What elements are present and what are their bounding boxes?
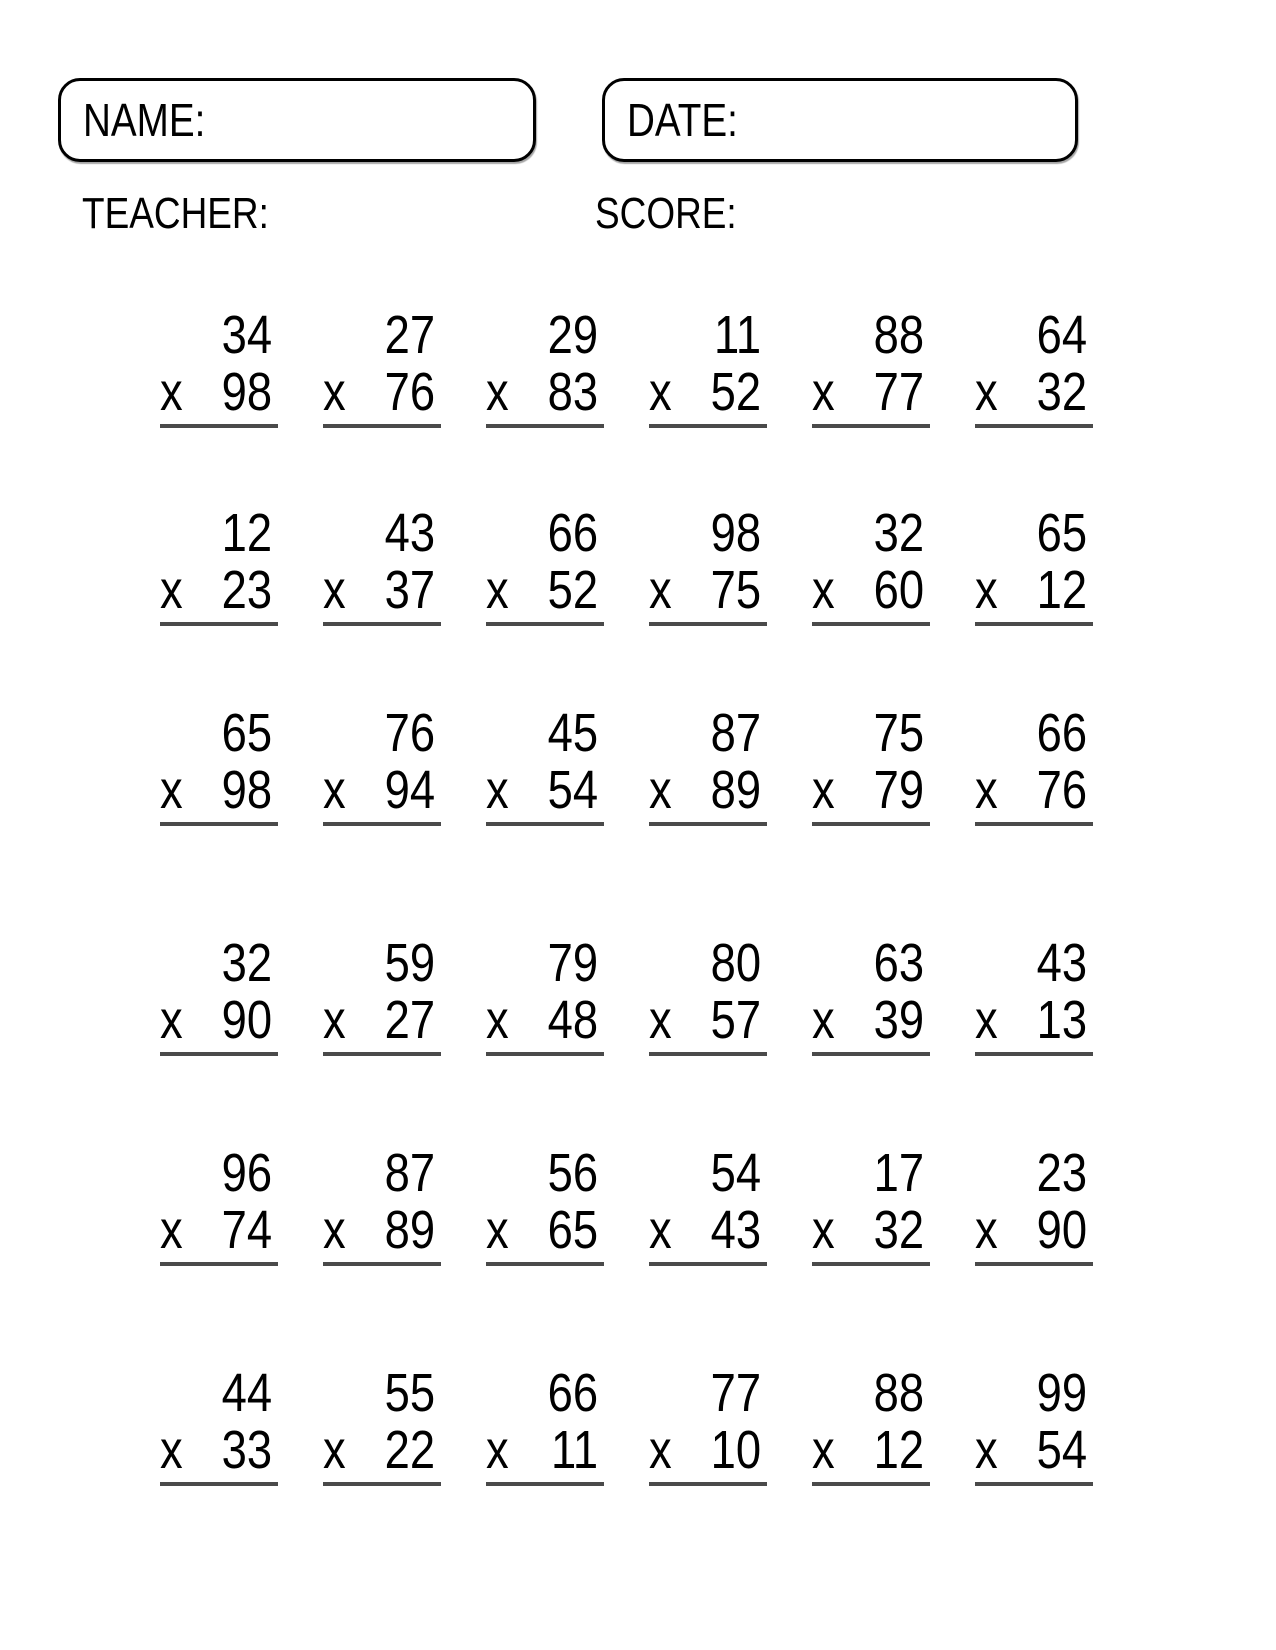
multiplication-problem: [486, 1145, 604, 1266]
multiply-operator: x: [812, 1420, 835, 1480]
multiplier-line: [975, 1202, 1093, 1259]
multiplicand-line: [649, 505, 767, 562]
multiplier-line: [160, 1202, 278, 1259]
multiplier: 27: [384, 990, 435, 1050]
answer-line: [160, 424, 278, 428]
multiplicand-line: [323, 705, 441, 762]
multiplication-problem: [160, 1145, 278, 1266]
multiplicand: 88: [873, 1363, 924, 1423]
multiplication-problem: [649, 505, 767, 626]
multiplication-problem: [323, 505, 441, 626]
multiplication-problem: [323, 705, 441, 826]
multiply-operator: x: [323, 560, 346, 620]
multiplier: 76: [384, 362, 435, 422]
multiplication-problem: [323, 1365, 441, 1486]
multiply-operator: x: [323, 1200, 346, 1260]
multiplicand: 77: [710, 1363, 761, 1423]
multiplicand: 79: [547, 933, 598, 993]
multiplier: 79: [873, 760, 924, 820]
multiplier: 65: [547, 1200, 598, 1260]
multiply-operator: x: [975, 362, 998, 422]
multiplier: 33: [221, 1420, 272, 1480]
multiplication-problem: [812, 935, 930, 1056]
multiplicand-line: [649, 705, 767, 762]
answer-line: [649, 1052, 767, 1056]
multiplier: 23: [221, 560, 272, 620]
multiplier-line: [323, 364, 441, 421]
multiplication-problem: [160, 307, 278, 428]
multiplication-problem: [812, 705, 930, 826]
multiplier: 32: [1036, 362, 1087, 422]
multiplication-problem: [486, 505, 604, 626]
multiplicand-line: [649, 307, 767, 364]
multiplicand: 75: [873, 703, 924, 763]
multiplication-problem: [486, 1365, 604, 1486]
multiplicand-line: [323, 307, 441, 364]
multiplier: 39: [873, 990, 924, 1050]
answer-line: [975, 1262, 1093, 1266]
multiply-operator: x: [649, 560, 672, 620]
answer-line: [160, 1052, 278, 1056]
multiplication-problem: [486, 935, 604, 1056]
multiplicand-line: [649, 1145, 767, 1202]
answer-line: [160, 622, 278, 626]
multiplicand: 12: [221, 503, 272, 563]
multiplicand-line: [975, 307, 1093, 364]
multiplicand: 59: [384, 933, 435, 993]
multiplier-line: [649, 992, 767, 1049]
multiplier-line: [486, 562, 604, 619]
answer-line: [486, 822, 604, 826]
multiplicand-line: [323, 935, 441, 992]
multiply-operator: x: [160, 1200, 183, 1260]
multiplication-problem: [486, 705, 604, 826]
multiplicand-line: [975, 505, 1093, 562]
answer-line: [323, 1482, 441, 1486]
multiplicand-line: [975, 705, 1093, 762]
multiplier: 90: [221, 990, 272, 1050]
multiply-operator: x: [975, 1200, 998, 1260]
multiplier: 54: [1036, 1420, 1087, 1480]
multiplier: 10: [710, 1420, 761, 1480]
multiplier: 54: [547, 760, 598, 820]
multiplier: 32: [873, 1200, 924, 1260]
multiplier: 94: [384, 760, 435, 820]
multiplier: 89: [710, 760, 761, 820]
problem-row: [160, 1145, 1093, 1266]
answer-line: [975, 822, 1093, 826]
multiply-operator: x: [323, 362, 346, 422]
multiplier: 57: [710, 990, 761, 1050]
multiply-operator: x: [812, 362, 835, 422]
multiplicand-line: [323, 1365, 441, 1422]
multiplication-problem: [975, 307, 1093, 428]
multiply-operator: x: [812, 1200, 835, 1260]
multiply-operator: x: [649, 760, 672, 820]
multiplication-problem: [323, 1145, 441, 1266]
multiplication-problem: [160, 705, 278, 826]
multiplicand: 65: [1036, 503, 1087, 563]
multiplicand-line: [975, 1365, 1093, 1422]
multiply-operator: x: [649, 362, 672, 422]
multiplier-line: [486, 762, 604, 819]
multiplicand-line: [323, 1145, 441, 1202]
multiply-operator: x: [323, 760, 346, 820]
answer-line: [323, 1262, 441, 1266]
multiplicand: 98: [710, 503, 761, 563]
multiply-operator: x: [975, 1420, 998, 1480]
multiplier-line: [323, 1422, 441, 1479]
answer-line: [486, 424, 604, 428]
multiplicand-line: [975, 1145, 1093, 1202]
multiplier-line: [975, 562, 1093, 619]
multiplier: 43: [710, 1200, 761, 1260]
multiplicand: 65: [221, 703, 272, 763]
score-label: SCORE:: [595, 189, 737, 238]
multiplicand: 55: [384, 1363, 435, 1423]
name-label: NAME:: [83, 94, 206, 146]
multiplicand: 27: [384, 305, 435, 365]
answer-line: [323, 622, 441, 626]
multiplicand: 80: [710, 933, 761, 993]
multiplication-problem: [649, 705, 767, 826]
multiplication-problem: [975, 505, 1093, 626]
multiplication-problem: [975, 705, 1093, 826]
multiplier-line: [649, 762, 767, 819]
multiply-operator: x: [486, 760, 509, 820]
multiplier-line: [649, 1202, 767, 1259]
multiplier-line: [812, 762, 930, 819]
multiplier: 75: [710, 560, 761, 620]
multiply-operator: x: [486, 1420, 509, 1480]
multiplier-line: [649, 562, 767, 619]
answer-line: [812, 1482, 930, 1486]
multiplier-line: [323, 562, 441, 619]
multiplicand-line: [160, 307, 278, 364]
problem-row: [160, 935, 1093, 1056]
multiplier: 60: [873, 560, 924, 620]
multiplicand-line: [975, 935, 1093, 992]
multiplier-line: [975, 992, 1093, 1049]
multiply-operator: x: [486, 990, 509, 1050]
multiplier-line: [812, 562, 930, 619]
multiplicand-line: [160, 935, 278, 992]
multiplication-problem: [649, 935, 767, 1056]
multiplication-problem: [812, 1145, 930, 1266]
multiplicand: 23: [1036, 1143, 1087, 1203]
answer-line: [975, 1482, 1093, 1486]
multiplicand: 66: [547, 503, 598, 563]
multiplier-line: [975, 762, 1093, 819]
answer-line: [975, 1052, 1093, 1056]
multiplier: 76: [1036, 760, 1087, 820]
answer-line: [323, 822, 441, 826]
multiplier: 13: [1036, 990, 1087, 1050]
problem-row: [160, 505, 1093, 626]
multiplication-problem: [160, 935, 278, 1056]
answer-line: [323, 1052, 441, 1056]
multiply-operator: x: [486, 560, 509, 620]
multiplier-line: [975, 364, 1093, 421]
multiply-operator: x: [160, 560, 183, 620]
multiplication-problem: [975, 935, 1093, 1056]
multiplier-line: [812, 1422, 930, 1479]
multiplier-line: [649, 1422, 767, 1479]
problem-row: [160, 1365, 1093, 1486]
multiplier-line: [160, 1422, 278, 1479]
multiplication-problem: [649, 1365, 767, 1486]
date-label: DATE:: [627, 94, 738, 146]
multiply-operator: x: [975, 760, 998, 820]
multiplicand-line: [160, 705, 278, 762]
teacher-label: TEACHER:: [82, 189, 269, 238]
multiplier: 98: [221, 760, 272, 820]
multiplier-line: [323, 762, 441, 819]
multiplication-problem: [649, 1145, 767, 1266]
multiplicand: 96: [221, 1143, 272, 1203]
answer-line: [323, 424, 441, 428]
answer-line: [649, 622, 767, 626]
multiplicand-line: [812, 705, 930, 762]
multiplicand: 88: [873, 305, 924, 365]
multiplication-problem: [975, 1145, 1093, 1266]
multiplication-problem: [160, 505, 278, 626]
multiplicand: 32: [221, 933, 272, 993]
multiply-operator: x: [486, 362, 509, 422]
multiplicand: 32: [873, 503, 924, 563]
multiply-operator: x: [486, 1200, 509, 1260]
multiplier: 52: [547, 560, 598, 620]
multiplier-line: [812, 992, 930, 1049]
multiplier: 48: [547, 990, 598, 1050]
multiplicand: 34: [221, 305, 272, 365]
answer-line: [649, 1262, 767, 1266]
multiplicand: 66: [547, 1363, 598, 1423]
multiplicand: 43: [384, 503, 435, 563]
multiplier: 98: [221, 362, 272, 422]
multiplication-problem: [812, 1365, 930, 1486]
multiplication-problem: [812, 307, 930, 428]
problem-row: [160, 307, 1093, 428]
multiplier: 90: [1036, 1200, 1087, 1260]
answer-line: [160, 1482, 278, 1486]
multiply-operator: x: [975, 990, 998, 1050]
multiplicand-line: [486, 705, 604, 762]
multiply-operator: x: [649, 990, 672, 1050]
answer-line: [975, 424, 1093, 428]
multiply-operator: x: [323, 990, 346, 1050]
problem-row: [160, 705, 1093, 826]
multiplier: 37: [384, 560, 435, 620]
answer-line: [812, 1262, 930, 1266]
multiply-operator: x: [160, 362, 183, 422]
multiplicand-line: [812, 505, 930, 562]
multiplicand-line: [486, 1365, 604, 1422]
answer-line: [160, 822, 278, 826]
multiplicand: 64: [1036, 305, 1087, 365]
answer-line: [812, 622, 930, 626]
multiply-operator: x: [975, 560, 998, 620]
multiplier-line: [160, 992, 278, 1049]
multiplicand-line: [323, 505, 441, 562]
multiplicand-line: [486, 935, 604, 992]
multiplicand: 17: [873, 1143, 924, 1203]
multiply-operator: x: [649, 1420, 672, 1480]
multiplier: 89: [384, 1200, 435, 1260]
multiplier: 11: [550, 1420, 598, 1480]
answer-line: [486, 622, 604, 626]
multiply-operator: x: [649, 1200, 672, 1260]
multiplier: 77: [873, 362, 924, 422]
multiplicand: 29: [547, 305, 598, 365]
multiplier-line: [649, 364, 767, 421]
multiplication-problem: [323, 935, 441, 1056]
multiplicand: 56: [547, 1143, 598, 1203]
multiply-operator: x: [323, 1420, 346, 1480]
multiply-operator: x: [160, 1420, 183, 1480]
multiplication-problem: [975, 1365, 1093, 1486]
answer-line: [649, 1482, 767, 1486]
multiplication-problem: [812, 505, 930, 626]
multiplier-line: [486, 364, 604, 421]
multiplier: 12: [1036, 560, 1087, 620]
multiplier-line: [323, 1202, 441, 1259]
multiplier: 52: [710, 362, 761, 422]
multiplier-line: [486, 1202, 604, 1259]
answer-line: [649, 822, 767, 826]
multiplier-line: [486, 1422, 604, 1479]
multiplicand: 66: [1036, 703, 1087, 763]
multiplicand-line: [486, 1145, 604, 1202]
answer-line: [649, 424, 767, 428]
multiplier-line: [486, 992, 604, 1049]
multiplier-line: [160, 364, 278, 421]
answer-line: [812, 424, 930, 428]
answer-line: [160, 1262, 278, 1266]
answer-line: [486, 1052, 604, 1056]
answer-line: [486, 1262, 604, 1266]
multiply-operator: x: [812, 760, 835, 820]
multiplier-line: [812, 364, 930, 421]
multiplier: 74: [221, 1200, 272, 1260]
multiplier: 22: [384, 1420, 435, 1480]
problems-grid: [160, 0, 1093, 1650]
multiplier-line: [812, 1202, 930, 1259]
answer-line: [975, 622, 1093, 626]
multiplication-problem: [323, 307, 441, 428]
multiplicand-line: [812, 1365, 930, 1422]
multiplicand: 87: [384, 1143, 435, 1203]
multiply-operator: x: [160, 990, 183, 1050]
multiplicand: 63: [873, 933, 924, 993]
multiplicand-line: [649, 1365, 767, 1422]
multiplicand-line: [486, 505, 604, 562]
multiplication-problem: [160, 1365, 278, 1486]
multiplicand: 44: [221, 1363, 272, 1423]
multiply-operator: x: [812, 560, 835, 620]
multiplicand-line: [812, 307, 930, 364]
multiplier: 12: [873, 1420, 924, 1480]
multiplicand-line: [486, 307, 604, 364]
multiplier-line: [160, 762, 278, 819]
answer-line: [812, 822, 930, 826]
multiplier-line: [323, 992, 441, 1049]
multiplication-problem: [486, 307, 604, 428]
multiplicand: 99: [1036, 1363, 1087, 1423]
answer-line: [812, 1052, 930, 1056]
multiplicand: 54: [710, 1143, 761, 1203]
multiplicand: 43: [1036, 933, 1087, 993]
answer-line: [486, 1482, 604, 1486]
multiplicand-line: [812, 1145, 930, 1202]
multiplicand: 87: [710, 703, 761, 763]
multiplicand-line: [649, 935, 767, 992]
multiplicand-line: [160, 1145, 278, 1202]
multiplicand: 45: [547, 703, 598, 763]
multiplier: 83: [547, 362, 598, 422]
multiplicand: 11: [713, 305, 761, 365]
multiplicand-line: [160, 1365, 278, 1422]
multiplication-problem: [649, 307, 767, 428]
multiplicand-line: [812, 935, 930, 992]
multiply-operator: x: [160, 760, 183, 820]
multiplicand: 76: [384, 703, 435, 763]
multiplicand-line: [160, 505, 278, 562]
multiplier-line: [975, 1422, 1093, 1479]
multiply-operator: x: [812, 990, 835, 1050]
multiplier-line: [160, 562, 278, 619]
